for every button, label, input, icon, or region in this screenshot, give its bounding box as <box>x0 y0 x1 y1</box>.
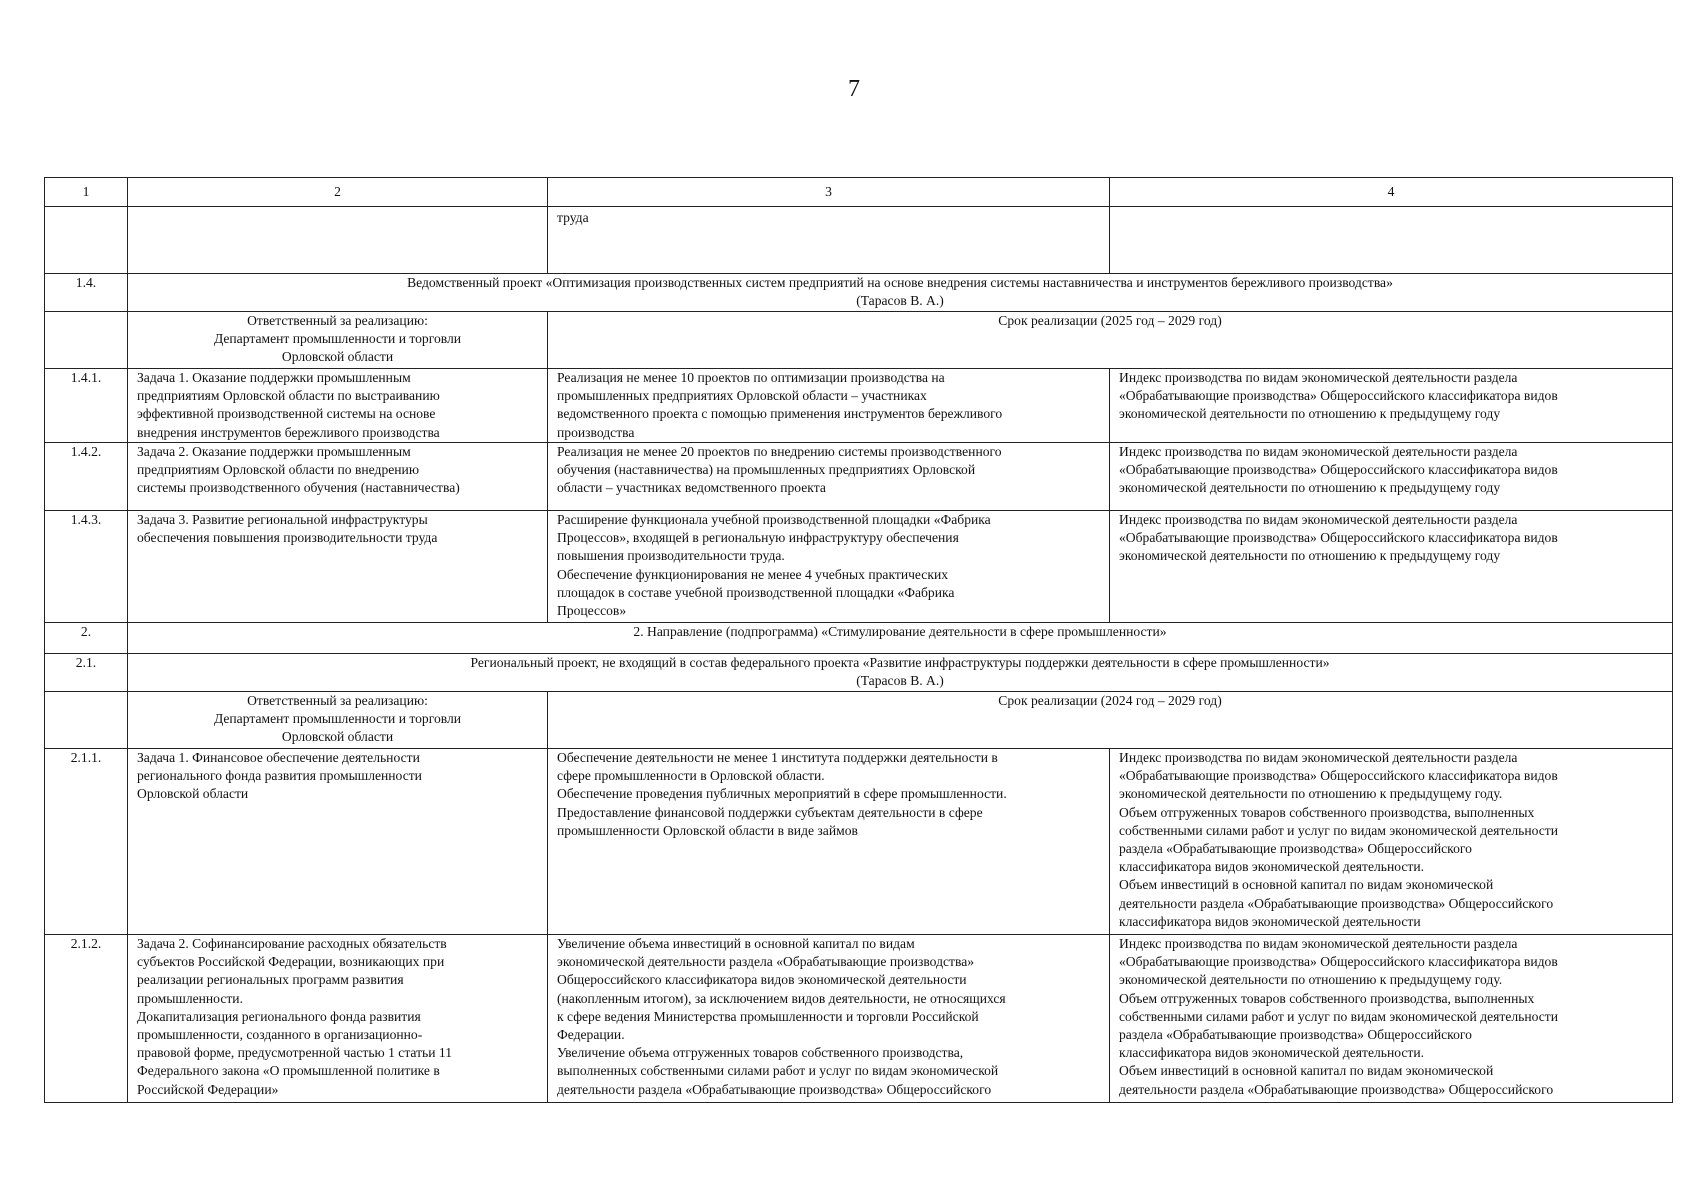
cont-col-4 <box>1110 207 1673 274</box>
result-cell <box>548 511 1110 623</box>
indicator-line: собственными силами работ и услуг по видам экономической деятельности <box>1119 822 1559 838</box>
empty-cell <box>45 312 128 369</box>
row-number: 2.1. <box>45 654 128 692</box>
task-line: предприятиям Орловской области по выстраиванию <box>137 388 440 404</box>
task-line: Задача 3. Развитие региональной инфраструктуры <box>137 512 428 527</box>
project-title: Региональный проект, не входящий в состав федерального проекта «Развитие инфраструктуры поддержки деятельности в сфере промышленности» <box>470 655 1330 670</box>
task-line: регионального фонда развития промышленности <box>137 768 422 784</box>
result-line: Предоставление финансовой поддержки субъектам деятельности в сфере <box>557 804 983 820</box>
indicator-line: собственными силами работ и услуг по видам экономической деятельности <box>1119 1008 1559 1024</box>
result-line: площадок в составе учебной производственной площадки «Фабрика <box>557 584 955 600</box>
indicator-line: экономической деятельности по отношению к предыдущему году. <box>1119 972 1503 988</box>
task-line: Федерального закона «О промышленной политике в <box>137 1063 440 1079</box>
result-line: промышленности Орловской области в виде займов <box>557 822 858 838</box>
result-line: производства <box>557 424 635 440</box>
indicator-line: деятельности раздела «Обрабатывающие производства» Общероссийского <box>1119 895 1554 911</box>
responsible-cell <box>128 312 548 369</box>
responsible-line: Департамент промышленности и торговли <box>213 711 462 727</box>
indicator-line: Объем инвестиций в основной капитал по видам экономической <box>1119 1063 1494 1079</box>
header-col-4: 4 <box>1110 178 1673 207</box>
row-number: 1.4.3. <box>45 511 128 623</box>
indicator-line: «Обрабатывающие производства» Общероссийского классификатора видов <box>1119 530 1558 546</box>
result-line: Процессов», входящей в региональную инфраструктуру обеспечения <box>557 530 959 546</box>
result-line: Реализация не менее 20 проектов по внедрению системы производственного <box>557 444 1002 459</box>
result-line: Реализация не менее 10 проектов по оптимизации производства на <box>557 370 945 385</box>
indicator-line: классификатора видов экономической деятельности <box>1119 913 1421 929</box>
task-row-1-4-3 <box>45 511 1673 623</box>
section-row-2 <box>45 623 1673 654</box>
task-line: эффективной производственной системы на основе <box>137 406 436 422</box>
result-line: Обеспечение деятельности не менее 1 института поддержки деятельности в <box>557 750 998 765</box>
result-line: к сфере ведения Министерства промышленности и торговли Российской <box>557 1008 979 1024</box>
task-line: правовой форме, предусмотренной частью 1 статьи 11 <box>137 1045 453 1061</box>
indicator-line: деятельности раздела «Обрабатывающие производства» Общероссийского <box>1119 1081 1554 1097</box>
row-number: 2.1.1. <box>45 749 128 935</box>
row-number: 2. <box>45 623 128 654</box>
row-number: 2.1.2. <box>45 935 128 1103</box>
result-line: обучения (наставничества) на промышленных предприятиях Орловской <box>557 462 976 478</box>
task-line: внедрения инструментов бережливого производства <box>137 424 440 440</box>
result-line: Расширение функционала учебной производственной площадки «Фабрика <box>557 512 991 527</box>
indicator-line: экономической деятельности по отношению к предыдущему году. <box>1119 786 1503 802</box>
project-curator: (Тарасов В. А.) <box>856 293 944 309</box>
task-line: реализации региональных программ развития <box>137 972 404 988</box>
task-cell <box>128 369 548 443</box>
cont-col-1 <box>45 207 128 274</box>
direction-title: 2. Направление (подпрограмма) «Стимулирование деятельности в сфере промышленности» <box>128 623 1673 654</box>
indicator-line: экономической деятельности по отношению к предыдущему году <box>1119 548 1501 564</box>
task-row-1-4-1 <box>45 369 1673 443</box>
result-line: Увеличение объема отгруженных товаров собственного производства, <box>557 1045 964 1061</box>
indicator-line: «Обрабатывающие производства» Общероссийского классификатора видов <box>1119 768 1558 784</box>
task-line: Задача 1. Финансовое обеспечение деятельности <box>137 750 420 765</box>
header-col-2: 2 <box>128 178 548 207</box>
result-line: Увеличение объема инвестиций в основной капитал по видам <box>557 936 915 951</box>
program-table <box>44 177 1673 1103</box>
task-line: предприятиям Орловской области по внедрению <box>137 462 419 478</box>
indicator-line: раздела «Обрабатывающие производства» Общероссийского <box>1119 841 1472 857</box>
responsible-line: Ответственный за реализацию: <box>247 693 428 708</box>
indicator-line: Объем отгруженных товаров собственного производства, выполненных <box>1119 990 1535 1006</box>
result-line: выполненных собственными силами работ и услуг по видам экономической <box>557 1063 999 1079</box>
result-line: деятельности раздела «Обрабатывающие производства» Общероссийского <box>557 1081 992 1097</box>
indicator-cell <box>1110 443 1673 511</box>
task-line: промышленности. <box>137 990 243 1006</box>
indicator-line: экономической деятельности по отношению к предыдущему году <box>1119 480 1501 496</box>
indicator-cell <box>1110 511 1673 623</box>
task-row-2-1-1 <box>45 749 1673 935</box>
project-title: Ведомственный проект «Оптимизация производственных систем предприятий на основе внедрения системы наставничества и инструментов бережливого производства» <box>407 275 1393 290</box>
section-row-2-1 <box>45 654 1673 692</box>
indicator-line: «Обрабатывающие производства» Общероссийского классификатора видов <box>1119 462 1558 478</box>
task-line: Задача 2. Софинансирование расходных обязательств <box>137 936 447 951</box>
indicator-line: классификатора видов экономической деятельности. <box>1119 859 1425 875</box>
indicator-line: классификатора видов экономической деятельности. <box>1119 1045 1425 1061</box>
row-number: 1.4.1. <box>45 369 128 443</box>
indicator-line: Объем отгруженных товаров собственного производства, выполненных <box>1119 804 1535 820</box>
indicator-line: экономической деятельности по отношению к предыдущему году <box>1119 406 1501 422</box>
result-line: Общероссийского классификатора видов экономической деятельности <box>557 972 967 988</box>
continuation-row <box>45 207 1673 274</box>
responsible-line: Орловской области <box>281 349 394 365</box>
task-line: Орловской области <box>137 786 249 802</box>
cont-col-2 <box>128 207 548 274</box>
header-row <box>45 178 1673 207</box>
task-cell <box>128 443 548 511</box>
task-line: субъектов Российской Федерации, возникающих при <box>137 954 445 970</box>
row-number: 1.4. <box>45 274 128 312</box>
result-line: Обеспечение проведения публичных мероприятий в сфере промышленности. <box>557 786 1007 802</box>
indicator-line: «Обрабатывающие производства» Общероссийского классификатора видов <box>1119 954 1558 970</box>
indicator-line: раздела «Обрабатывающие производства» Общероссийского <box>1119 1027 1472 1043</box>
result-line: области – участниках ведомственного проекта <box>557 480 826 496</box>
task-cell <box>128 511 548 623</box>
result-line: экономической деятельности раздела «Обрабатывающие производства» <box>557 954 975 970</box>
project-curator: (Тарасов В. А.) <box>856 673 944 689</box>
indicator-line: Индекс производства по видам экономической деятельности раздела <box>1119 370 1518 385</box>
responsible-line: Ответственный за реализацию: <box>247 313 428 328</box>
responsible-line: Департамент промышленности и торговли <box>213 331 462 347</box>
header-col-3: 3 <box>548 178 1110 207</box>
result-line: Федерации. <box>557 1027 625 1043</box>
task-line: Российской Федерации» <box>137 1081 279 1097</box>
task-row-1-4-2 <box>45 443 1673 511</box>
task-line: Докапитализация регионального фонда развития <box>137 1008 421 1024</box>
indicator-cell <box>1110 369 1673 443</box>
responsible-row-2-1 <box>45 692 1673 749</box>
task-line: Задача 2. Оказание поддержки промышленным <box>137 444 411 459</box>
result-line: Процессов» <box>557 603 627 619</box>
result-line: сфере промышленности в Орловской области. <box>557 768 825 784</box>
result-line: (накопленным итогом), за исключением видов деятельности, не относящихся <box>557 990 1006 1006</box>
indicator-line: «Обрабатывающие производства» Общероссийского классификатора видов <box>1119 388 1558 404</box>
cont-col-3: труда <box>548 207 1110 274</box>
responsible-row-1-4 <box>45 312 1673 369</box>
task-row-2-1-2 <box>45 935 1673 1103</box>
responsible-cell <box>128 692 548 749</box>
task-line: обеспечения повышения производительности труда <box>137 530 438 546</box>
result-line: повышения производительности труда. <box>557 548 785 564</box>
term-cell: Срок реализации (2025 год – 2029 год) <box>548 312 1673 369</box>
task-cell <box>128 749 548 935</box>
indicator-line: Объем инвестиций в основной капитал по видам экономической <box>1119 877 1494 893</box>
indicator-line: Индекс производства по видам экономической деятельности раздела <box>1119 750 1518 765</box>
section-row-1-4 <box>45 274 1673 312</box>
result-line: промышленных предприятиях Орловской области – участниках <box>557 388 927 404</box>
project-title-cell <box>128 274 1673 312</box>
row-number: 1.4.2. <box>45 443 128 511</box>
result-cell <box>548 749 1110 935</box>
indicator-line: Индекс производства по видам экономической деятельности раздела <box>1119 444 1518 459</box>
task-line: Задача 1. Оказание поддержки промышленным <box>137 370 411 385</box>
task-cell <box>128 935 548 1103</box>
task-line: промышленности, созданного в организационно- <box>137 1027 423 1043</box>
result-cell <box>548 443 1110 511</box>
result-line: Обеспечение функционирования не менее 4 учебных практических <box>557 566 949 582</box>
indicator-cell <box>1110 935 1673 1103</box>
page-number: 7 <box>848 76 860 102</box>
term-cell: Срок реализации (2024 год – 2029 год) <box>548 692 1673 749</box>
responsible-line: Орловской области <box>281 729 394 745</box>
indicator-line: Индекс производства по видам экономической деятельности раздела <box>1119 936 1518 951</box>
task-line: системы производственного обучения (наставничества) <box>137 480 460 496</box>
result-line: ведомственного проекта с помощью применения инструментов бережливого <box>557 406 1003 422</box>
result-cell <box>548 369 1110 443</box>
result-cell <box>548 935 1110 1103</box>
indicator-cell <box>1110 749 1673 935</box>
indicator-line: Индекс производства по видам экономической деятельности раздела <box>1119 512 1518 527</box>
empty-cell <box>45 692 128 749</box>
project-title-cell <box>128 654 1673 692</box>
header-col-1: 1 <box>45 178 128 207</box>
